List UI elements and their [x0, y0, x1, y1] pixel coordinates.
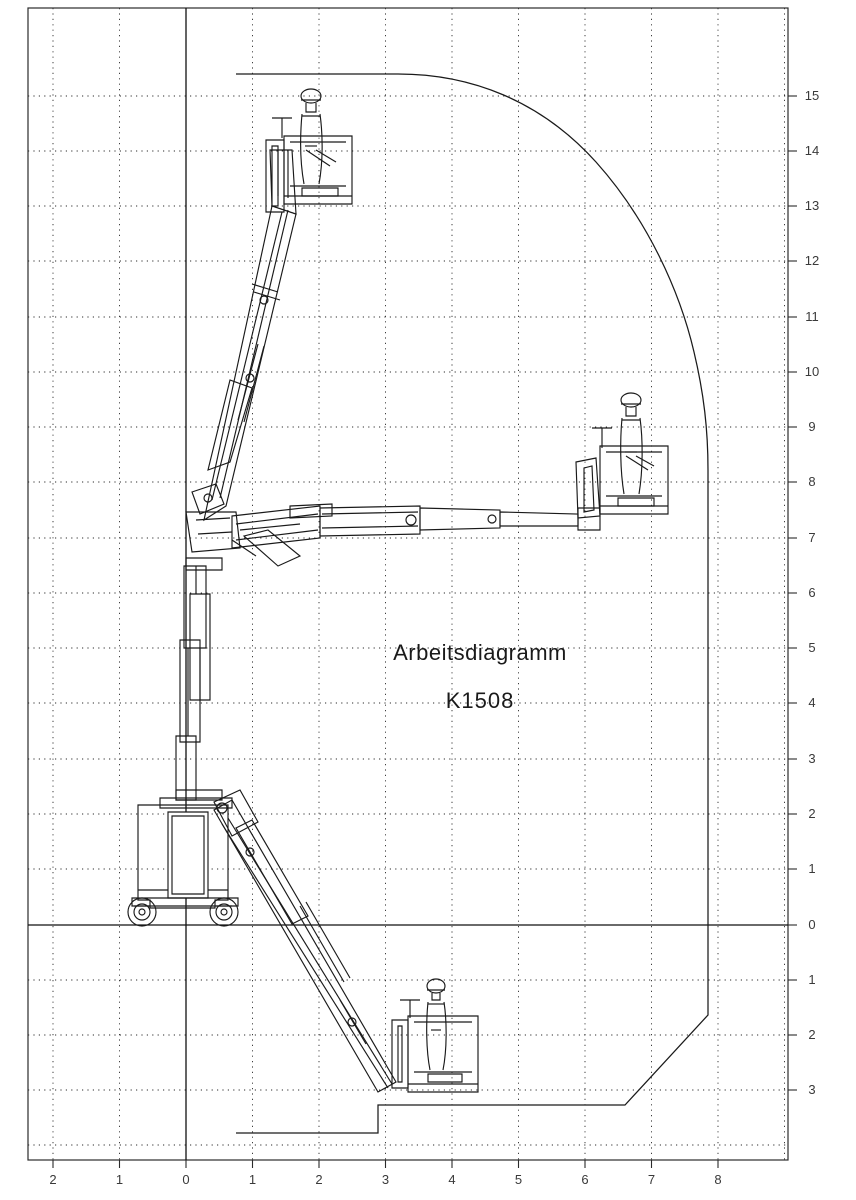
y-axis-tick-label: 12 [804, 253, 820, 268]
y-axis-ticks [788, 96, 797, 1090]
x-axis-tick-label: 2 [49, 1172, 57, 1187]
x-axis-tick-label: 8 [714, 1172, 722, 1187]
x-axis-tick-label: 6 [581, 1172, 589, 1187]
x-axis-tick-label: 1 [248, 1172, 257, 1187]
y-axis-tick-label: 6 [808, 585, 816, 600]
y-axis-tick-label: 1 [808, 972, 816, 987]
x-axis-tick-label: 7 [647, 1172, 656, 1187]
y-axis-tick-label: 14 [804, 143, 820, 158]
y-axis-tick-label: 9 [808, 419, 816, 434]
x-axis-tick-label: 5 [514, 1172, 523, 1187]
chart-title-block [330, 640, 630, 714]
y-axis-tick-label: 3 [808, 1082, 816, 1097]
x-axis-tick-label: 2 [315, 1172, 323, 1187]
y-axis-tick-label: 13 [804, 198, 820, 213]
x-axis-tick-label: 4 [448, 1172, 456, 1187]
y-axis-tick-label: 0 [808, 917, 816, 932]
y-axis-tick-label: 4 [808, 695, 816, 710]
x-axis-ticks [53, 1160, 718, 1168]
chart-model-label: K1508 [445, 688, 515, 713]
y-axis-tick-label: 7 [808, 530, 816, 545]
x-axis-tick-label: 0 [182, 1172, 190, 1187]
x-axis-tick-label: 3 [381, 1172, 390, 1187]
y-axis-tick-label: 3 [808, 751, 816, 766]
y-axis-tick-label: 5 [808, 640, 816, 655]
y-axis-tick-label: 2 [808, 806, 816, 821]
y-axis-tick-label: 2 [808, 1027, 816, 1042]
y-axis-tick-label: 10 [804, 364, 820, 379]
plot-frame [28, 8, 788, 1160]
y-axis-tick-label: 1 [808, 861, 816, 876]
chart-title: Arbeitsdiagramm [393, 640, 567, 665]
y-axis-tick-label: 11 [805, 309, 819, 324]
y-axis-tick-label: 15 [804, 88, 820, 103]
x-axis-tick-label: 1 [115, 1172, 124, 1187]
y-axis-tick-label: 8 [808, 474, 816, 489]
